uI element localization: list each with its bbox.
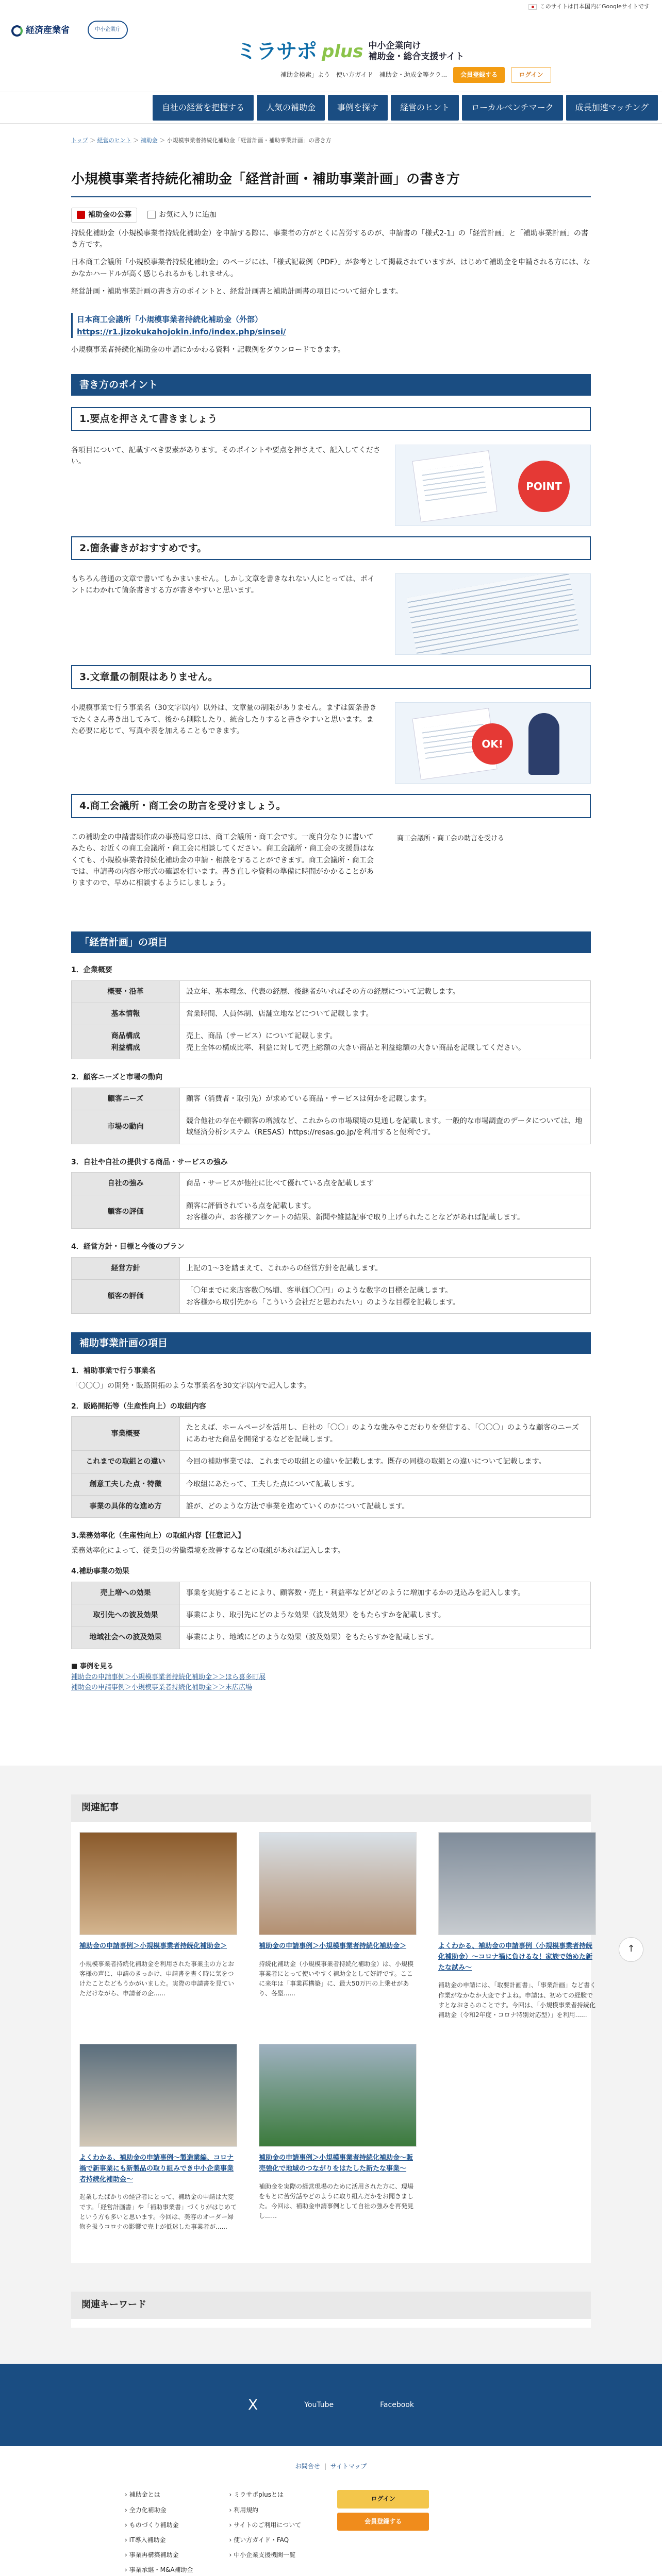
related-card-title[interactable]: よくわかる、補助金の申請事例～製造業編、コロナ禍で新事業にも新製品の取り組みでき中小企業事業者持続化補助金～ — [79, 2154, 234, 2183]
related-card[interactable] — [79, 1832, 237, 2020]
topbar — [0, 0, 662, 12]
case-links-label: ■ 事例を見る — [71, 1662, 113, 1670]
row-label: 市場の動向 — [72, 1110, 180, 1144]
plan-block-table — [71, 980, 591, 1060]
related-thumbnail — [259, 2044, 417, 2147]
footer-link[interactable]: › ものづくり補助金 — [125, 2520, 193, 2530]
intro-paragraph-3: 経営計画・補助事業計画の書き方のポイントと、経営計画書と補助計画書の項目について紹介します。 — [71, 287, 403, 296]
footer-buttons — [337, 2490, 429, 2576]
sme-logo[interactable]: 中小企業庁 — [88, 21, 128, 39]
row-value: 誰が、どのような方法で事業を進めていくのかについて記載します。 — [180, 1496, 591, 1518]
row-label: 事業概要 — [72, 1417, 180, 1451]
related-card-desc: 持続化補助金（小規模事業者持続化補助金）は、小規模事業者にとって使いやすく補助金として好評です。ここに来年は「事業再構築」に、最大50万円の上乗せがあり、各型...... — [259, 1960, 414, 1997]
breadcrumb-top[interactable]: トップ — [71, 137, 88, 144]
row-value: たとえば、ホームページを活用し、自社の「〇〇」のような強みやこだわりを発信する、「〇〇〇」のような顧客のニーズにあわせた商品を開発するなどを記載します。 — [180, 1417, 591, 1451]
table-row — [72, 1088, 591, 1110]
related-panel — [71, 1794, 597, 2263]
footer-social — [0, 2364, 662, 2446]
point-2-body: もちろん普通の文章で書いてもかまいません。しかし文章を書きなれない人にとっては、ポイントにわかれて箇条書きする方が書きやすいと思います。 — [71, 575, 375, 595]
related-heading: 関連記事 — [71, 1794, 591, 1822]
related-card[interactable] — [259, 2044, 417, 2232]
breadcrumb-hints[interactable]: 経営のヒント — [97, 137, 131, 144]
subsidy-block-table — [71, 1416, 591, 1518]
person-illustration-icon — [528, 713, 559, 775]
plan-block-heading: 4．経営方針・目標と今後のプラン — [71, 1243, 185, 1251]
site-plus: plus — [322, 41, 363, 62]
footer-nav: お問合せ | サイトマップ — [0, 2462, 662, 2471]
bullet-list-illustration — [395, 573, 591, 655]
related-card[interactable] — [438, 1832, 596, 2020]
point-1 — [71, 445, 591, 526]
external-link-url[interactable]: https://r1.jizokukahojokin.info/index.php/sinsei/ — [77, 327, 286, 336]
util-search[interactable]: 補助金検索」よう — [280, 71, 330, 78]
row-label: 概要・沿革 — [72, 980, 180, 1003]
row-label: 基本情報 — [72, 1003, 180, 1025]
table-row — [72, 1110, 591, 1144]
related-card-title[interactable]: 補助金の申請事例＞小規模事業者持続化補助金～販売強化で地域のつながりをはたした新たな事業～ — [259, 2154, 413, 2173]
footer-register-button[interactable]: 会員登録する — [337, 2513, 429, 2531]
gnav-item-matching[interactable]: 成長加速マッチング — [566, 95, 658, 121]
footer-sitemap-link[interactable]: サイトマップ — [330, 2463, 367, 2470]
breadcrumb-current: 小規模事業者持続化補助金「経営計画・補助事業計画」の書き方 — [167, 137, 332, 144]
row-label: 商品構成 利益構成 — [72, 1025, 180, 1059]
site-logo[interactable] — [236, 35, 464, 68]
table-row — [72, 1195, 591, 1229]
favorite-checkbox-icon — [147, 211, 156, 219]
table-row — [72, 1582, 591, 1604]
row-value: 競合他社の存在や顧客の増減など、これからの市場環境の見通しを記載します。一般的な市場調査のデータについては、地域経済分析システム（RESAS）https://resas.go.jp/を利用すると便利です。 — [180, 1110, 591, 1144]
external-link-box — [71, 313, 591, 338]
site-name: ミラサポ — [236, 40, 317, 63]
row-label: これまでの取組との違い — [72, 1451, 180, 1473]
favorite-label: お気に入りに追加 — [159, 211, 217, 219]
row-value: 事業を実施することにより、顧客数・売上・利益率などがどのように増加するかの見込みを記入します。 — [180, 1582, 591, 1604]
row-value: 「〇年までに来店客数〇%増、客単価〇〇円」のような数字の目標を記載します。 お客様から取引先から「こういう会社だと思われたい」のような目標を記載します。 — [180, 1280, 591, 1314]
footer-link[interactable]: › 事業再構築補助金 — [125, 2550, 193, 2560]
footer-link[interactable]: › 事業承継・M&A補助金 — [125, 2565, 193, 2575]
related-thumbnail — [79, 1832, 237, 1935]
row-value: 営業時間、人員体制、店舗立地などについて記載します。 — [180, 1003, 591, 1025]
row-label: 事業の具体的な進め方 — [72, 1496, 180, 1518]
plan-area — [71, 964, 591, 1314]
point-1-body: 各項目について、記載すべき要素があります。そのポイントや要点を押さえて、記入してください。 — [71, 446, 380, 466]
gnav-item-hints[interactable]: 経営のヒント — [391, 95, 459, 121]
case-links-label-text: 事例を見る — [79, 1662, 113, 1670]
footer-columns — [125, 2490, 537, 2576]
external-link-label[interactable]: 日本商工会議所「小規模事業者持続化補助金（外部） — [77, 314, 263, 324]
tag-check-icon — [77, 211, 85, 219]
site-sub2: 補助金・総合支援サイト — [368, 52, 465, 62]
footer-login-button[interactable]: ログイン — [337, 2490, 429, 2508]
row-label: 地域社会への波及効果 — [72, 1626, 180, 1649]
row-value: 事業により、取引先にどのような効果（波及効果）をもたらすかを記載します。 — [180, 1604, 591, 1626]
table-row — [72, 1257, 591, 1279]
plan-block-heading: 2．顧客ニーズと市場の動向 — [71, 1073, 163, 1082]
table-row — [72, 1626, 591, 1649]
related-cards — [71, 1822, 597, 2232]
footer-link[interactable]: › ミラサポplusとは — [229, 2490, 302, 2500]
tag-label: 補助金の公募 — [88, 211, 131, 219]
register-button[interactable]: 会員登録する — [453, 67, 505, 83]
meti-logo[interactable] — [11, 24, 70, 38]
row-value: 事業により、地域にどのような効果（波及効果）をもたらすかを記載します。 — [180, 1626, 591, 1649]
related-card-title[interactable]: 補助金の申請事例＞小規模事業者持続化補助金＞ — [79, 1942, 227, 1950]
related-thumbnail — [259, 1832, 417, 1935]
intro-paragraph-1: 持続化補助金（小規模事業者持続化補助金）を申請する際に、事業者の方がとくに苦労するのが、申請書の「様式2-1」の「経営計画」と「補助事業計画」の書き方です。 — [71, 229, 588, 249]
point-4 — [71, 832, 591, 913]
favorite-button[interactable] — [147, 208, 217, 222]
case-link-2[interactable]: 補助金の申請事例＞小規模事業者持続化補助金＞＞末広広場 — [71, 1684, 253, 1692]
table-row — [72, 1473, 591, 1495]
row-value: 今取組にあたって、工夫した点について記載します。 — [180, 1473, 591, 1495]
document-lines-icon — [407, 573, 579, 655]
row-label: 顧客ニーズ — [72, 1088, 180, 1110]
section-heading-subsidy-plan: 補助事業計画の項目 — [71, 1332, 591, 1354]
footer-link[interactable]: › 全力化補助金 — [125, 2505, 193, 2515]
subsidy-plan-area — [71, 1365, 591, 1649]
tag-subsidy-call[interactable] — [71, 208, 137, 222]
gnav-item-cases[interactable]: 事例を探す — [328, 95, 388, 121]
point-3 — [71, 702, 591, 784]
footer-link[interactable]: › 使い方ガイド・FAQ — [229, 2535, 302, 2545]
download-note: 小規模事業者持続化補助金の申請にかかわる資料・記載例をダウンロードできます。 — [71, 345, 345, 354]
site-sub — [368, 41, 464, 63]
related-section — [0, 1766, 662, 2364]
case-link-1[interactable]: 補助金の申請事例＞小規模事業者持続化補助金＞＞ほら喜多町展 — [71, 1673, 266, 1681]
row-label: 創意工夫した点・特徴 — [72, 1473, 180, 1495]
x-icon[interactable]: X — [248, 2396, 258, 2413]
row-label: 顧客の評価 — [72, 1280, 180, 1314]
footer-col-2 — [229, 2490, 302, 2576]
intro-paragraph-2: 日本商工会議所「小規模事業者持続化補助金」のページには、「様式記載例（PDF）」が参考として掲載されていますが、はじめて補助金を申請される方には、なかなかハードルが高く感じられるかもしれません。 — [71, 258, 590, 278]
ok-badge: OK! — [472, 723, 513, 765]
related-card-desc: 起業したばかりの経営者にとって、補助金の申請は大変です。「経営計画書」や「補助事業書」づくりがはじめてという方も多いと思います。今回は、美容のオーダー婦物を扱うコロナの影響で売上が低迷した事業者が...... — [79, 2193, 237, 2231]
subsidy-block-table — [71, 1582, 591, 1649]
table-row — [72, 1496, 591, 1518]
japan-flag-icon — [528, 4, 537, 10]
footer-link[interactable]: › IT導入補助金 — [125, 2535, 193, 2545]
gnav-item-management[interactable]: 自社の経営を把握する — [153, 95, 254, 121]
subsidy-block-heading: 2．販路開拓等（生産性向上）の取組内容 — [71, 1402, 206, 1411]
gnav-item-popular-subsidy[interactable]: 人気の補助金 — [257, 95, 325, 121]
meti-name: 経済産業省 — [26, 25, 70, 36]
row-label: 売上増への効果 — [72, 1582, 180, 1604]
gnav-item-local-benchmark[interactable]: ローカルベンチマーク — [462, 95, 563, 121]
related-card-desc: 補助金を実際の経営現場のために活用された方に、現場をもとに苦労話やどのように取り組んだかをお聞きました。今回は、補助金申請事例として自社の強みを再発見し...... — [259, 2182, 414, 2220]
point-illustration — [395, 445, 591, 526]
row-label: 顧客の評価 — [72, 1195, 180, 1229]
table-row — [72, 1451, 591, 1473]
related-card-desc: 補助金の申請には、「取要計画書」、「事業計画」など書く作業がなかなか大変ですよね。申請は、初めての経験ですとなおさらのことです。今回は、「小規模事業者持続化補助金（令和2年度・コロナ特別対応型）」を利用...... — [438, 1981, 597, 2019]
point-2-heading: 2.箇条書きがおすすめです。 — [71, 536, 591, 560]
footer-link[interactable]: › 中小企業支援機関一覧 — [229, 2550, 302, 2560]
chamber-advice-image: 商工会議所・商工会の助言を受ける — [395, 832, 591, 913]
row-value: 上記の1～3を踏まえて、これからの経営方針を記載します。 — [180, 1257, 591, 1279]
table-row — [72, 980, 591, 1003]
site-sub1: 中小企業向け — [368, 40, 421, 51]
table-row — [72, 1025, 591, 1059]
article — [71, 169, 591, 1694]
related-thumbnail — [79, 2044, 237, 2147]
row-label: 経営方針 — [72, 1257, 180, 1279]
table-row — [72, 1280, 591, 1314]
subsidy-block-heading: 4.補助事業の効果 — [71, 1567, 130, 1576]
point-2 — [71, 573, 591, 655]
footer-link[interactable]: › サイトのご利用について — [229, 2520, 302, 2530]
breadcrumb-subsidy[interactable]: 補助金 — [140, 137, 158, 144]
point-4-heading: 4.商工会議所・商工会の助言を受けましょう。 — [71, 794, 591, 818]
row-value: 売上、商品（サービス）について記載します。 売上全体の構成比率、利益に対して売上総額の大きい商品と利益総額の大きい商品を記載してください。 — [180, 1025, 591, 1059]
footer-link[interactable]: › 利用規約 — [229, 2505, 302, 2515]
point-3-heading: 3.文章量の制限はありません。 — [71, 665, 591, 689]
plan-block-table — [71, 1257, 591, 1314]
table-row — [72, 1173, 591, 1195]
ok-illustration — [395, 702, 591, 784]
related-card[interactable] — [79, 2044, 237, 2232]
related-card[interactable] — [259, 1832, 417, 2020]
document-illustration-icon — [412, 450, 497, 522]
row-value: 今回の補助事業では、これまでの取組との違いを記載します。既存の同様の取組との違いについて記載します。 — [180, 1451, 591, 1473]
plan-block-table — [71, 1088, 591, 1144]
table-row — [72, 1417, 591, 1451]
keyword-panel — [71, 2292, 591, 2328]
subsidy-block-heading: 1．補助事業で行う事業名 — [71, 1367, 156, 1376]
page-title: 小規模事業者持続化補助金「経営計画・補助事業計画」の書き方 — [71, 169, 591, 198]
meti-mark-icon — [11, 25, 23, 37]
plan-block-table — [71, 1172, 591, 1229]
favorite-area — [71, 208, 591, 222]
point-3-body: 小規模事業で行う事業名（30文字以内）以外は、文章量の制限がありません。まずは箇条書きでたくさん書き出してみて、後から削除したり、統合したりすると書きやすいと思います。また必要に応じて、写真や表を加えることもできます。 — [71, 704, 377, 736]
util-guide[interactable]: 使い方ガイド — [336, 71, 373, 78]
row-value: 顧客に評価されている点を記載します。 お客様の声、お客様アンケートの結果、新聞や雑誌記事で取り上げられたことなどがあれば記載します。 — [180, 1195, 591, 1229]
related-thumbnail — [438, 1832, 596, 1935]
subsidy-block-heading: 3.業務効率化（生産性向上）の取組内容【任意記入】 — [71, 1532, 245, 1540]
subsidy-block-note: 業務効率化によって、従業員の労働環境を改善するなどの取組があれば記入します。 — [71, 1546, 345, 1555]
youtube-icon[interactable]: YouTube — [304, 2401, 334, 2410]
table-row — [72, 1003, 591, 1025]
table-row — [72, 1604, 591, 1626]
breadcrumb: トップ ＞ 経営のヒント ＞ 補助金 ＞ 小規模事業者持続化補助金「経営計画・補助事業計画」の書き方 — [71, 137, 332, 144]
point-badge: POINT — [518, 461, 570, 512]
row-label: 自社の強み — [72, 1173, 180, 1195]
footer-col-1 — [125, 2490, 193, 2576]
login-button[interactable]: ログイン — [511, 67, 551, 83]
related-card-title[interactable]: 補助金の申請事例＞小規模事業者持続化補助金＞ — [259, 1942, 407, 1950]
plan-block-heading: 1．企業概要 — [71, 966, 112, 975]
related-card-title[interactable]: よくわかる、補助金の申請事例（小規模事業者持続化補助金）～コロナ禍に負けるな！家族で始めた新たな試み～ — [438, 1942, 593, 1972]
util-clip[interactable]: 補助金・助成金等クラ... — [379, 71, 448, 78]
page-top-arrow-icon[interactable]: ↑ — [619, 1937, 643, 1962]
footer-contact-link[interactable]: お問合せ — [295, 2463, 320, 2470]
row-value: 設立年、基本理念、代表の経歴、後継者がいればその方の経歴について記載します。 — [180, 980, 591, 1003]
section-heading-plan: 「経営計画」の項目 — [71, 931, 591, 953]
global-nav — [0, 92, 662, 124]
plan-block-heading: 3．自社や自社の提供する商品・サービスの強み — [71, 1158, 228, 1166]
topbar-text: このサイトは日本国内にGoogleサイトです — [539, 3, 650, 10]
related-card-desc: 小規模事業者持続化補助金を利用された事業主の方とお客様の声に、申請のきっかけ、申請書を書く時に気をつけたことなどもうかがいました。実際の申請書を見ていただけながら、申請者の企...... — [79, 1960, 235, 1997]
case-links — [71, 1662, 591, 1693]
point-4-body: この補助金の申請書類作成の事務局窓口は、商工会議所・商工会です。一度自分なりに書いてみたら、お近くの商工会議所・商工会に相談してください。商工会議所・商工会の支援員はなくても、小規模事業者持続化補助金の申請・相談をすることができます。商工会議所・商工会では、申請書の内容や形式の確認を行います。書き直しや資料の準備に時間がかかることがありますので、早めに相談するようにしましょう。 — [71, 833, 374, 888]
row-value: 顧客（消費者・取引先）が求めている商品・サービスは何かを記載します。 — [180, 1088, 591, 1110]
footer-link[interactable]: › 補助金とは — [125, 2490, 193, 2500]
row-label: 取引先への波及効果 — [72, 1604, 180, 1626]
row-value: 商品・サービスが他社に比べて優れている点を記載します — [180, 1173, 591, 1195]
site-header — [0, 12, 662, 78]
subsidy-block-note: 「〇〇〇」の開発・販路開拓のような事業名を30文字以内で記入します。 — [71, 1381, 311, 1390]
keyword-heading: 関連キーワード — [71, 2292, 591, 2319]
point-1-heading: 1.要点を押さえて書きましょう — [71, 407, 591, 431]
facebook-icon[interactable]: Facebook — [380, 2401, 414, 2410]
utility-menu — [280, 67, 551, 83]
section-heading-points: 書き方のポイント — [71, 374, 591, 396]
